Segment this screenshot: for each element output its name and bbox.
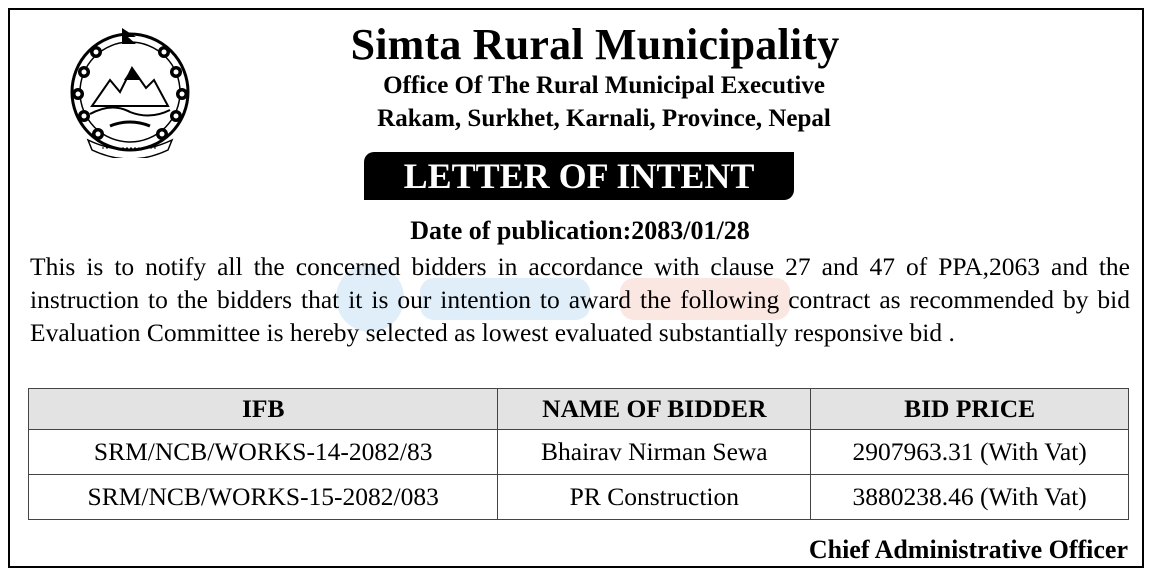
bidder-cell: PR Construction (498, 475, 811, 520)
nepal-government-emblem-icon (62, 22, 198, 158)
table-header-row (29, 389, 1129, 430)
letter-of-intent-heading: LETTER OF INTENT (364, 152, 794, 200)
letter-of-intent-banner (364, 152, 794, 200)
ifb-cell: SRM/NCB/WORKS-14-2082/83 (29, 430, 498, 475)
signature-title: Chief Administrative Officer (808, 535, 1128, 564)
address-line: Rakam, Surkhet, Karnali, Province, Nepal (377, 105, 831, 132)
column-header-ifb: IFB (29, 389, 498, 430)
bidder-cell: Bhairav Nirman Sewa (498, 430, 811, 475)
column-header-bidder: NAME OF BIDDER (498, 389, 811, 430)
bids-table (28, 388, 1129, 520)
table-row (29, 475, 1129, 520)
notice-body: This is to notify all the concerned bidders in accordance with clause 27 and 47 of PPA,2063 and the instruction to the bidders that it is our intention to award the following contract as recommended by bid Evaluation Committee is hereby selected as lowest evaluated substantially responsive bid . (30, 252, 1130, 347)
bid-price-cell: 3880238.46 (With Vat) (811, 475, 1129, 520)
column-header-bid-price: BID PRICE (811, 389, 1129, 430)
table-row (29, 430, 1129, 475)
bid-price-cell: 2907963.31 (With Vat) (811, 430, 1129, 475)
office-subtitle: Office Of The Rural Municipal Executive (383, 72, 825, 99)
header (270, 20, 920, 136)
municipality-title: Simta Rural Municipality (350, 20, 840, 69)
publication-date: Date of publication:2083/01/28 (410, 216, 750, 245)
ifb-cell: SRM/NCB/WORKS-15-2082/083 (29, 475, 498, 520)
